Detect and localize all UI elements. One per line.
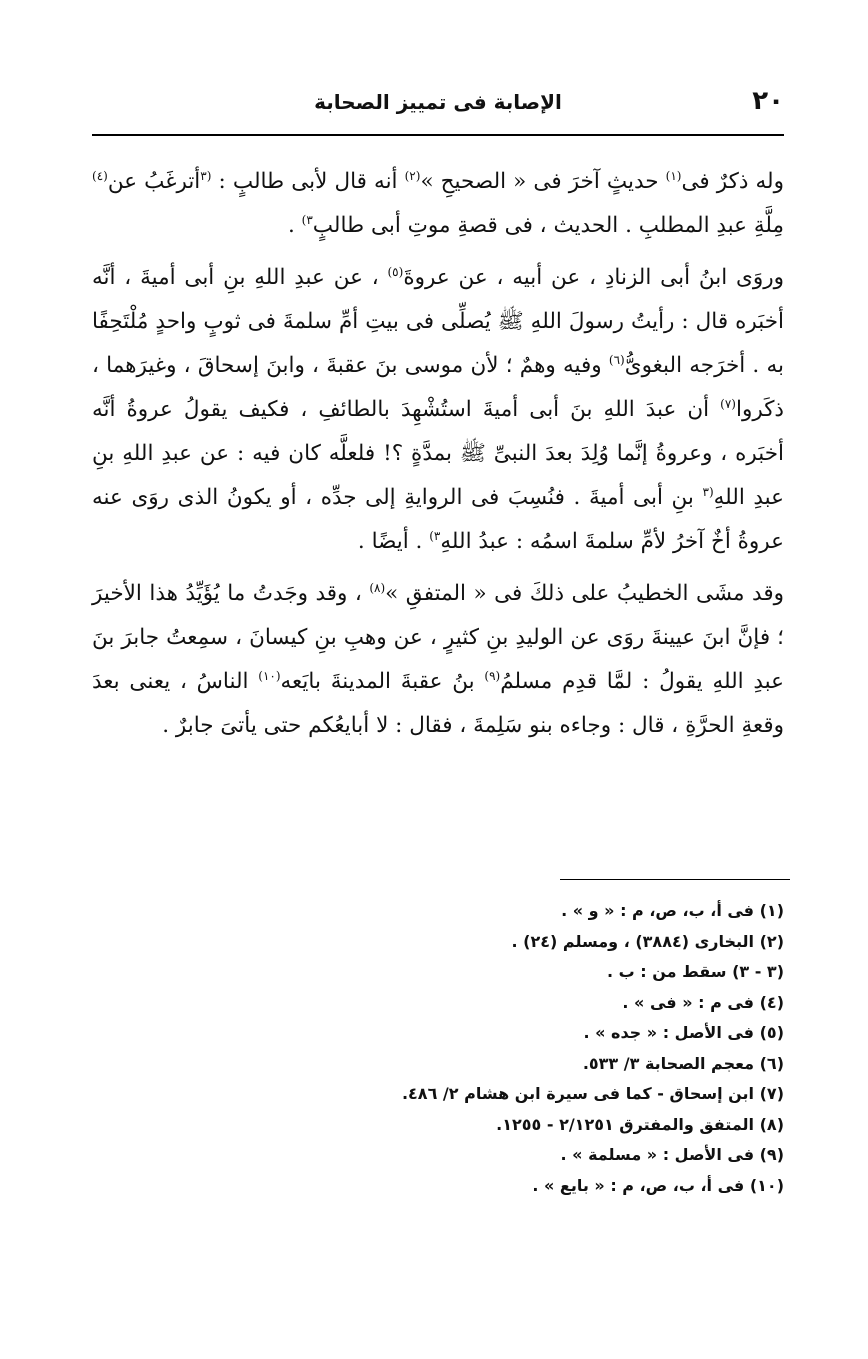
footnote: (٣ - ٣) سقط من : ب . — [606, 962, 784, 981]
paragraph — [92, 256, 784, 564]
footnote: (٩) فى الأصل : « مسلمة » . — [560, 1145, 784, 1164]
text-run: الناسُ ، يعنى بعدَ وقعةِ الحرَّةِ ، قال : وجاءه بنو سَلِمةَ ، فقال : لا أبايعُكم حتى يأتىَ جابرٌ . — [92, 669, 784, 738]
page-header — [92, 86, 784, 126]
text-run: حديثٍ آخرَ فى « الصحيحِ » — [420, 169, 666, 194]
text-run: . أيضًا . — [357, 529, 430, 554]
footnote: (٦) معجم الصحابة ٣/ ٥٣٣. — [582, 1053, 784, 1073]
footnote: (٧) ابن إسحاق - كما فى سيرة ابن هشام ٢/ ٤٨٦. — [401, 1084, 784, 1103]
footnotes — [92, 896, 784, 1201]
running-title: الإصابة فى تمييز الصحابة — [314, 90, 562, 114]
footnote-marker: (٤) — [92, 168, 108, 183]
footnote: (١٠) فى أ، ب، ص، م : « بايع » . — [532, 1175, 784, 1195]
footnote-marker: (٥) — [387, 264, 404, 279]
footnote: (٥) فى الأصل : « جده » . — [583, 1023, 784, 1042]
text-run: وروَى ابنُ أبى الزنادِ ، عن أبيه ، عن عروةَ — [403, 265, 784, 290]
text-run: أنه قال لأبى طالبٍ : — [211, 169, 405, 194]
footnote: (٨) المتفق والمفترق ٢/١٢٥١ - ١٢٥٥. — [496, 1114, 784, 1134]
footnote-marker: (٧) — [720, 396, 736, 411]
text-run: وقد مشَى الخطيبُ على ذلكَ فى « المتفقِ » — [385, 581, 784, 606]
text-run: وفيه وهمٌ ؛ لأن موسى بنَ عقبةَ ، وابنَ إسحاقَ ، وغيرَهما ، ذكَروا — [92, 353, 784, 422]
footnote-marker: ٣) — [429, 528, 441, 543]
text-run: مِلَّةِ عبدِ المطلبِ . الحديث ، فى قصةِ موتِ أبى طالبٍ — [312, 213, 784, 238]
footnote-marker: (٢) — [404, 168, 421, 183]
paragraph — [92, 572, 784, 748]
footnote-rule — [560, 879, 790, 880]
main-text — [92, 160, 784, 756]
text-run: بنِ أبى أميةَ . فنُسِبَ فى الروايةِ إلى جدِّه ، أو يكونُ الذى روَى عنه عروةُ أخٌ آخرُ لأمِّ سلمةَ اسمُه : عبدُ اللهِ — [92, 485, 784, 554]
footnote-marker: ٣) — [301, 212, 313, 227]
footnote-marker: (١) — [665, 168, 682, 183]
footnote-marker: (٩) — [484, 668, 501, 683]
text-run: بنُ عقبةَ المدينةَ بايَعه — [280, 669, 485, 694]
footnote-marker: (٦) — [608, 352, 625, 367]
text-run: أترغَبُ عن — [107, 169, 201, 194]
footnote: (٤) فى م : « فى » . — [622, 992, 784, 1012]
text-run: ، عن عبدِ اللهِ بنِ أبى أميةَ ، أنَّه أخبَره قال : رأيتُ رسولَ اللهِ ﷺ يُصلِّى فى بيتِ أمِّ سلمةَ فى ثوبٍ واحدٍ مُلْتَحِفًا به . أخرَجه البغوىُّ — [92, 265, 784, 378]
text-run: وله ذكرٌ فى — [681, 169, 784, 194]
footnote-marker: (٨) — [369, 580, 386, 595]
footnote: (٢) البخارى (٣٨٨٤) ، ومسلم (٢٤) . — [511, 931, 784, 951]
footnote: (١) فى أ، ب، ص، م : « و » . — [561, 901, 784, 920]
footnote-marker: (٣ — [200, 168, 212, 183]
paragraph — [92, 160, 784, 248]
text-run: ، وقد وجَدتُ ما يُؤَيِّدُ هذا الأخيرَ ؛ فإنَّ ابنَ عيينةَ روَى عن الوليدِ بنِ كثيرٍ ، عن وهبِ بنِ كيسانَ ، سمِعتُ جابرَ بنَ عبدِ اللهِ يقولُ : لمَّا قدِم مسلمُ — [92, 581, 784, 694]
text-run: . — [287, 213, 302, 238]
header-rule — [92, 134, 784, 136]
text-run: أن عبدَ اللهِ بنَ أبى أميةَ استُشْهِدَ بالطائفِ ، فكيف يقولُ عروةُ أنَّه أخبَره ، وعروةُ إنَّما وُلِدَ بعدَ النبىِّ ﷺ بمدَّةٍ ؟! فلعلَّه كان فيه : عن عبدِ اللهِ بنِ عبدِ اللهِ — [92, 397, 784, 510]
footnote-marker: (٣ — [702, 484, 714, 499]
page-number: ٢٠ — [752, 86, 784, 116]
footnote-marker: (١٠) — [258, 668, 281, 683]
